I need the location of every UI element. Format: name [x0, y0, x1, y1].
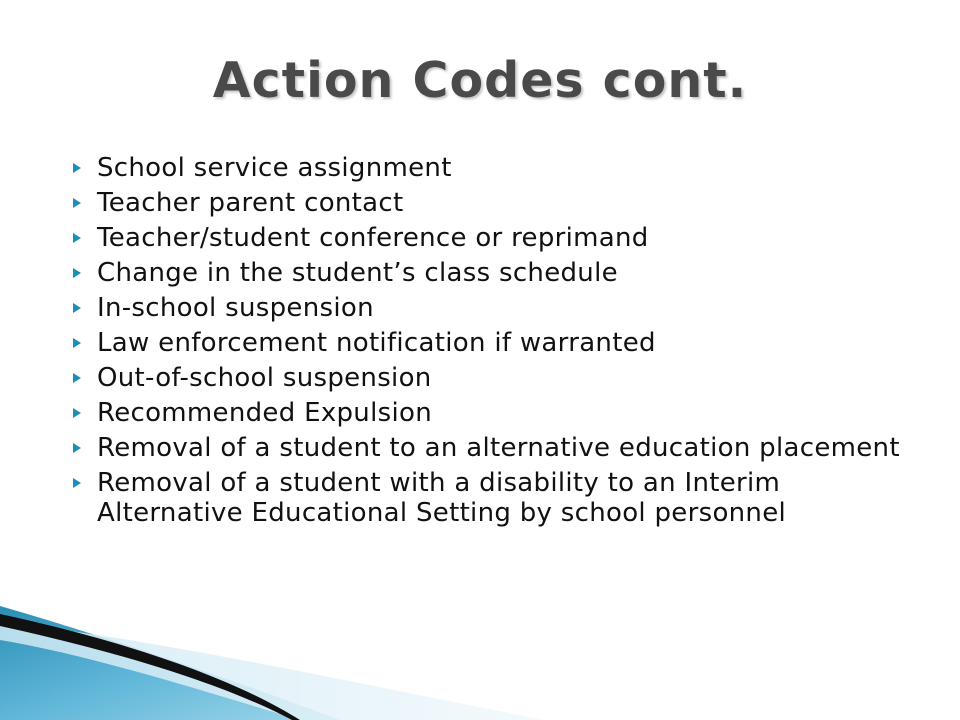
list-item-text: Removal of a student with a disability to an Interim Alternative Educational Setting by school personnel	[97, 468, 787, 528]
list-item-text: Law enforcement notification if warranted	[97, 328, 656, 358]
list-item-text: Teacher parent contact	[97, 188, 404, 218]
slide-title: Action Codes cont.	[212, 52, 748, 109]
list-item-text: In-school suspension	[97, 293, 374, 323]
list-item-text: Teacher/student conference or reprimand	[97, 223, 649, 253]
list-item-text: School service assignment	[97, 153, 452, 183]
list-item-text: Change in the student’s class schedule	[97, 258, 618, 288]
list-item-text: Recommended Expulsion	[97, 398, 432, 428]
list-item-text: Out-of-school suspension	[97, 363, 432, 393]
list-item-text: Removal of a student to an alternative education placement	[97, 433, 900, 463]
